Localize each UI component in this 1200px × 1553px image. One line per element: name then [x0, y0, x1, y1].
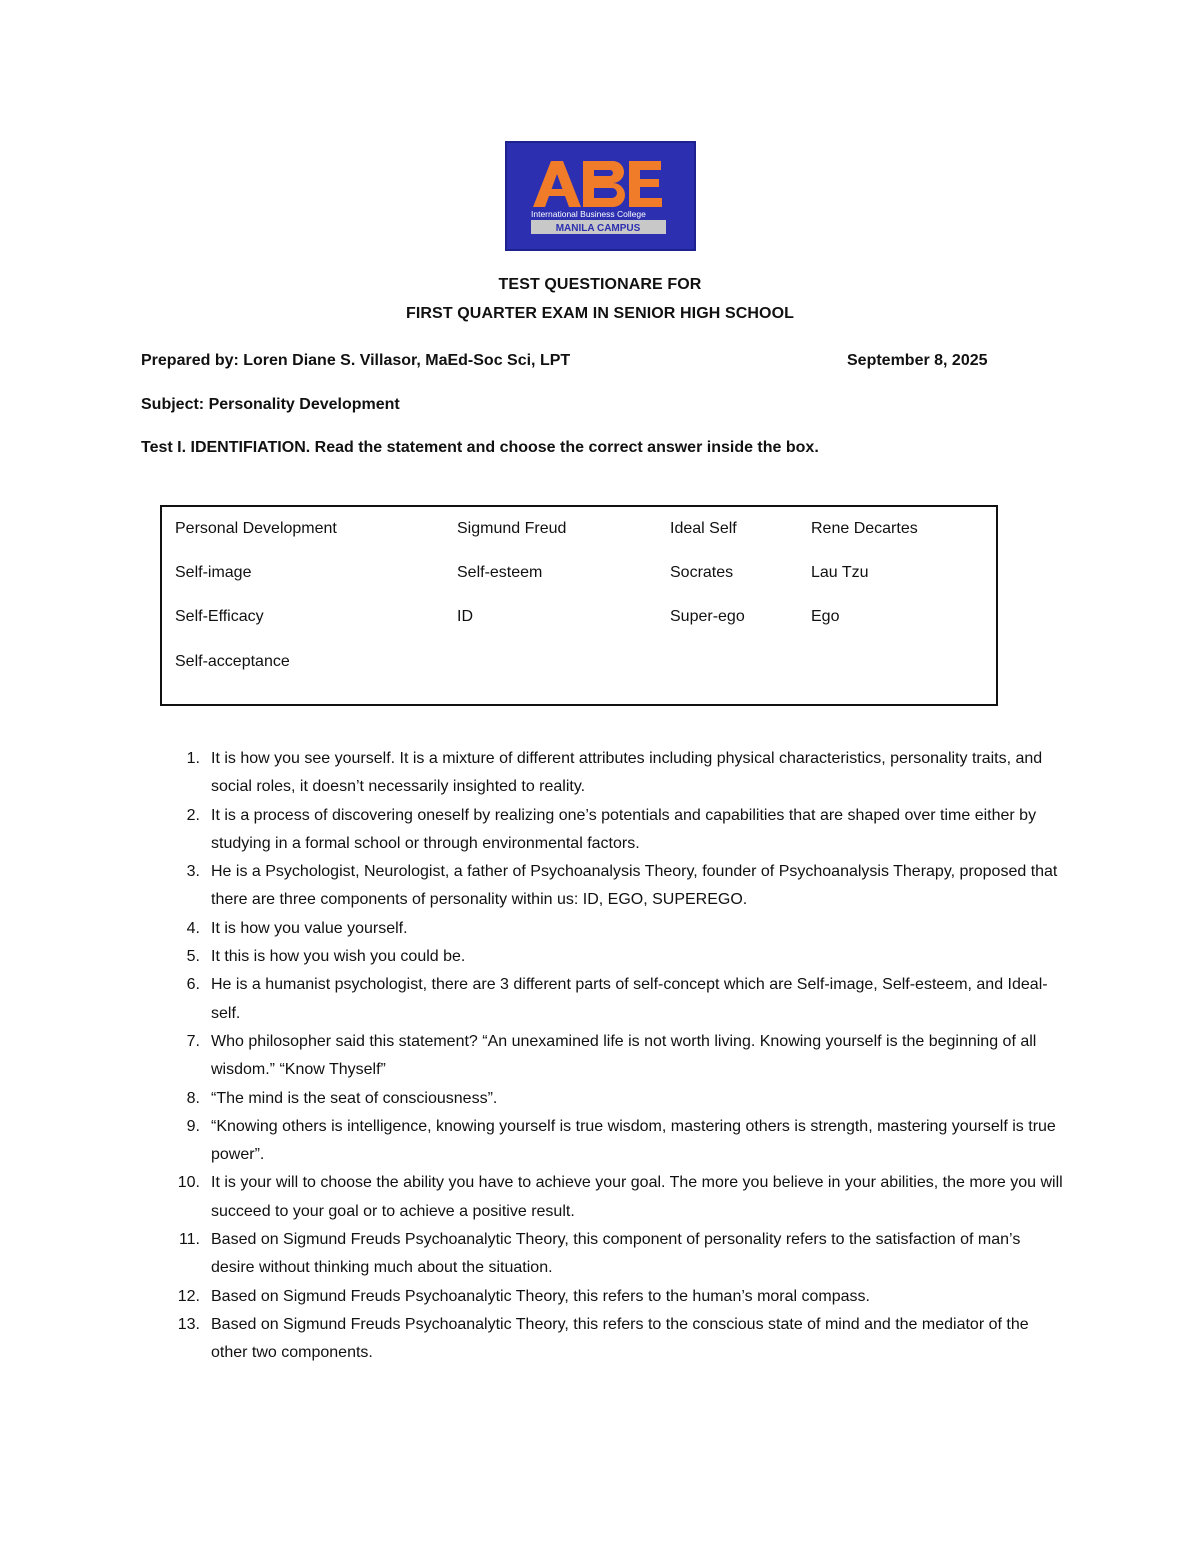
logo-letter-b-shape [583, 161, 625, 207]
question-number: 10. [177, 1174, 200, 1192]
question-number: 6. [186, 976, 200, 994]
question-number: 3. [186, 863, 200, 881]
question-text: Based on Sigmund Freuds Psychoanalytic Theory, this refers to the conscious state of mind and the mediator of the other two components. [211, 1315, 1029, 1362]
question-item [170, 1226, 1066, 1283]
prepared-by: Prepared by: Loren Diane S. Villasor, MaEd-Soc Sci, LPT [141, 352, 571, 369]
question-number: 12. [177, 1287, 200, 1305]
logo-letters [507, 249, 508, 250]
question-text: He is a Psychologist, Neurologist, a father of Psychoanalysis Theory, founder of Psychoanalysis Therapy, proposed that there are three components of personality within us: ID, EGO, SUPEREGO. [211, 863, 1058, 909]
question-number: 4. [186, 919, 200, 937]
question-text: It is how you value yourself. [211, 919, 408, 937]
question-item [170, 915, 1066, 943]
choice-item: Self-Efficacy [175, 608, 264, 625]
exam-date: September 8, 2025 [847, 352, 988, 369]
question-item [170, 1113, 1066, 1170]
question-item [170, 745, 1066, 802]
question-item [170, 971, 1066, 1028]
question-item [170, 802, 1066, 859]
choice-item: Self-image [175, 564, 252, 581]
question-item [170, 943, 1066, 971]
question-text: It is how you see yourself. It is a mixture of different attributes including physical characteristics, personality traits, and social roles, it doesn’t necessarily insighted to reality. [211, 750, 1043, 796]
question-number: 9. [186, 1117, 200, 1135]
question-text: Based on Sigmund Freuds Psychoanalytic Theory, this component of personality refers to the satisfaction of man’s desire without thinking much about the situation. [211, 1231, 1021, 1277]
question-text: “Knowing others is intelligence, knowing yourself is true wisdom, mastering others is strength, mastering yourself is true power”. [211, 1117, 1056, 1164]
question-item [170, 858, 1066, 915]
choice-item: Rene Decartes [811, 520, 918, 537]
choice-item: Socrates [670, 564, 734, 581]
question-text: It is a process of discovering oneself by realizing one’s potentials and capabilities that are shaped over time either by studying in a formal school or through environmental factors. [211, 806, 1037, 852]
choice-item: ID [457, 608, 473, 625]
question-item [170, 1028, 1066, 1085]
logo-letter-a-bar [546, 189, 568, 196]
question-text: It this is how you wish you could be. [211, 948, 466, 966]
logo-tagline: International Business College [531, 209, 646, 219]
logo-letter-a-shape [533, 161, 581, 207]
question-item [170, 1311, 1066, 1368]
exam-title-line2: FIRST QUARTER EXAM IN SENIOR HIGH SCHOOL [405, 305, 794, 322]
choice-item: Lau Tzu [811, 564, 869, 581]
question-item [170, 1085, 1066, 1113]
choice-item: Personal Development [175, 520, 337, 537]
question-item [170, 1169, 1066, 1226]
choice-item: Sigmund Freud [457, 520, 567, 537]
answer-choices-box [160, 505, 998, 706]
choice-item: Super-ego [670, 608, 745, 625]
question-number: 11. [178, 1231, 200, 1249]
question-number: 5. [186, 948, 200, 966]
question-number: 8. [186, 1089, 200, 1107]
question-item [170, 1283, 1066, 1311]
logo-letter-e-shape [629, 161, 662, 207]
question-text: “The mind is the seat of consciousness”. [211, 1089, 498, 1107]
choice-item: Self-esteem [457, 564, 543, 581]
logo-campus: MANILA CAMPUS [555, 223, 641, 234]
school-logo [505, 141, 696, 251]
question-number: 1. [186, 750, 200, 767]
question-number: 7. [186, 1032, 200, 1050]
choice-item: Self-acceptance [175, 653, 290, 670]
abe-logo-graphic [507, 143, 694, 249]
question-list [170, 745, 1070, 1368]
question-text: Who philosopher said this statement? “An unexamined life is not worth living. Knowing yourself is the beginning of all wisdom.” “Know Thyself” [211, 1032, 1037, 1079]
question-text: It is your will to choose the ability you have to achieve your goal. The more you believe in your abilities, the more you will succeed to your goal or to achieve a positive result. [211, 1174, 1063, 1220]
test-instruction: Test I. IDENTIFIATION. Read the statement and choose the correct answer inside the box. [141, 439, 819, 456]
choice-item: Ego [811, 608, 840, 625]
subject-line: Subject: Personality Development [141, 396, 400, 413]
exam-title-line1: TEST QUESTIONARE FOR [498, 276, 702, 293]
choice-item: Ideal Self [670, 520, 737, 537]
question-number: 13. [177, 1315, 200, 1333]
question-number: 2. [186, 806, 200, 824]
question-text: Based on Sigmund Freuds Psychoanalytic Theory, this refers to the human’s moral compass. [211, 1287, 870, 1305]
question-text: He is a humanist psychologist, there are 3 different parts of self-concept which are Self-image, Self-esteem, and Ideal-self. [211, 976, 1048, 1022]
